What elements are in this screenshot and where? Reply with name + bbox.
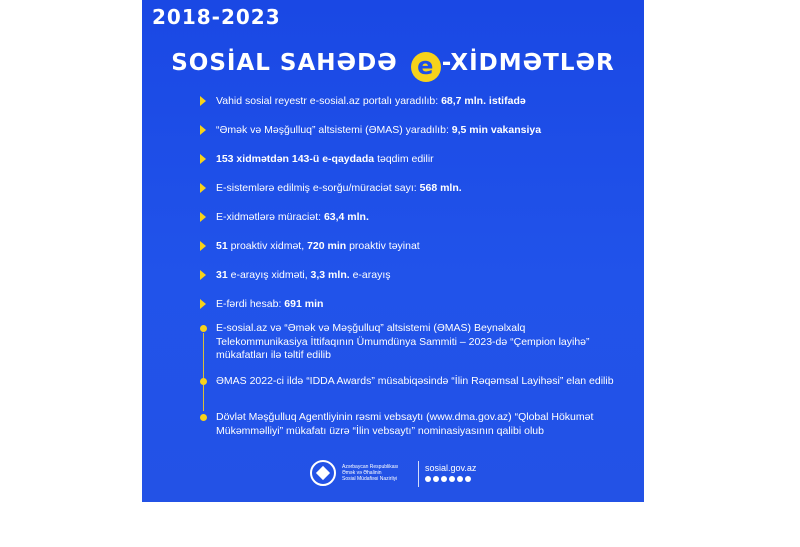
arrow-bullet-icon xyxy=(200,125,206,135)
ministry-name: Azərbaycan Respublikası Əmək və Əhalinin Sosial Müdafiəsi Nazirliyi xyxy=(342,464,399,482)
arrow-bullet-icon xyxy=(200,241,206,251)
facebook-icon[interactable] xyxy=(433,476,439,482)
footer-divider xyxy=(418,461,419,487)
arrow-bullet-icon xyxy=(200,96,206,106)
twitter-icon[interactable] xyxy=(449,476,455,482)
website-link[interactable]: sosial.gov.az xyxy=(425,463,477,473)
arrow-bullet-icon xyxy=(200,270,206,280)
timeline-line xyxy=(203,333,204,411)
arrow-bullet-icon xyxy=(200,212,206,222)
years-label: 2018-2023 xyxy=(152,5,281,29)
globe-icon[interactable] xyxy=(425,476,431,482)
social-icons xyxy=(425,476,473,482)
instagram-icon[interactable] xyxy=(441,476,447,482)
arrow-bullet-icon xyxy=(200,154,206,164)
footer xyxy=(142,458,644,498)
timeline-dot-icon xyxy=(200,378,207,385)
timeline-dot-icon xyxy=(200,325,207,332)
arrow-bullet-icon xyxy=(200,183,206,193)
ministry-emblem-icon xyxy=(310,460,336,486)
title-before: SOSİAL SAHƏDƏ xyxy=(171,50,398,76)
page-title xyxy=(142,50,644,82)
youtube-icon[interactable] xyxy=(457,476,463,482)
arrow-bullet-icon xyxy=(200,299,206,309)
linkedin-icon[interactable] xyxy=(465,476,471,482)
timeline-dot-icon xyxy=(200,414,207,421)
infographic-poster: 2018-2023 SOSİAL SAHƏDƏ e -XİDMƏTLƏR Vahid sosial reyestr e-sosial.az portalı yaradılıb: 68,7 mln. istifadə “Əmək və Məşğulluq” altsistemi (ƏMAS) yaradılıb: 9,5 min vakansiya 153 xidmətdən 143-ü e-qaydada təqdim edilir E-sistemlərə edilmiş e-sorğu/müraciət sayı: 568 mln. E-xidmətlərə müraciət: 63,4 mln. 51 proaktiv xidmət, 720 min proaktiv təyinat 31 e-arayış xidməti, 3,3 mln. e-arayış E-fərdi hesab: 691 min E-sosial.az və “Əmək və Məşğulluq” altsistemi (ƏMAS) Beynəlxalq Telekommunikasiya İttifaqının Ümumdünya Sammiti – 2023-də “Çempion layihə” mükafatları ilə təltif edilib ƏMAS 2022-ci ildə “IDDA Awards” müsabiqəsində “İlin Rəqəmsal Layihəsi” elan edilib Dövlət Məşğulluq Agentliyinin rəsmi vebsaytı (www.dma.gov.az) “Qlobal Hökumət Mükəmməlliyi” mükafatı üzrə “İlin vebsaytı” nominasiyasının qalibi olub Azərbaycan Respublikası Əmək və Əhalinin Sosial Müdafiəsi Nazirliyi sosial.gov.az xyxy=(142,0,644,502)
title-after: -XİDMƏTLƏR xyxy=(441,50,615,76)
e-badge-icon: e xyxy=(411,52,441,82)
